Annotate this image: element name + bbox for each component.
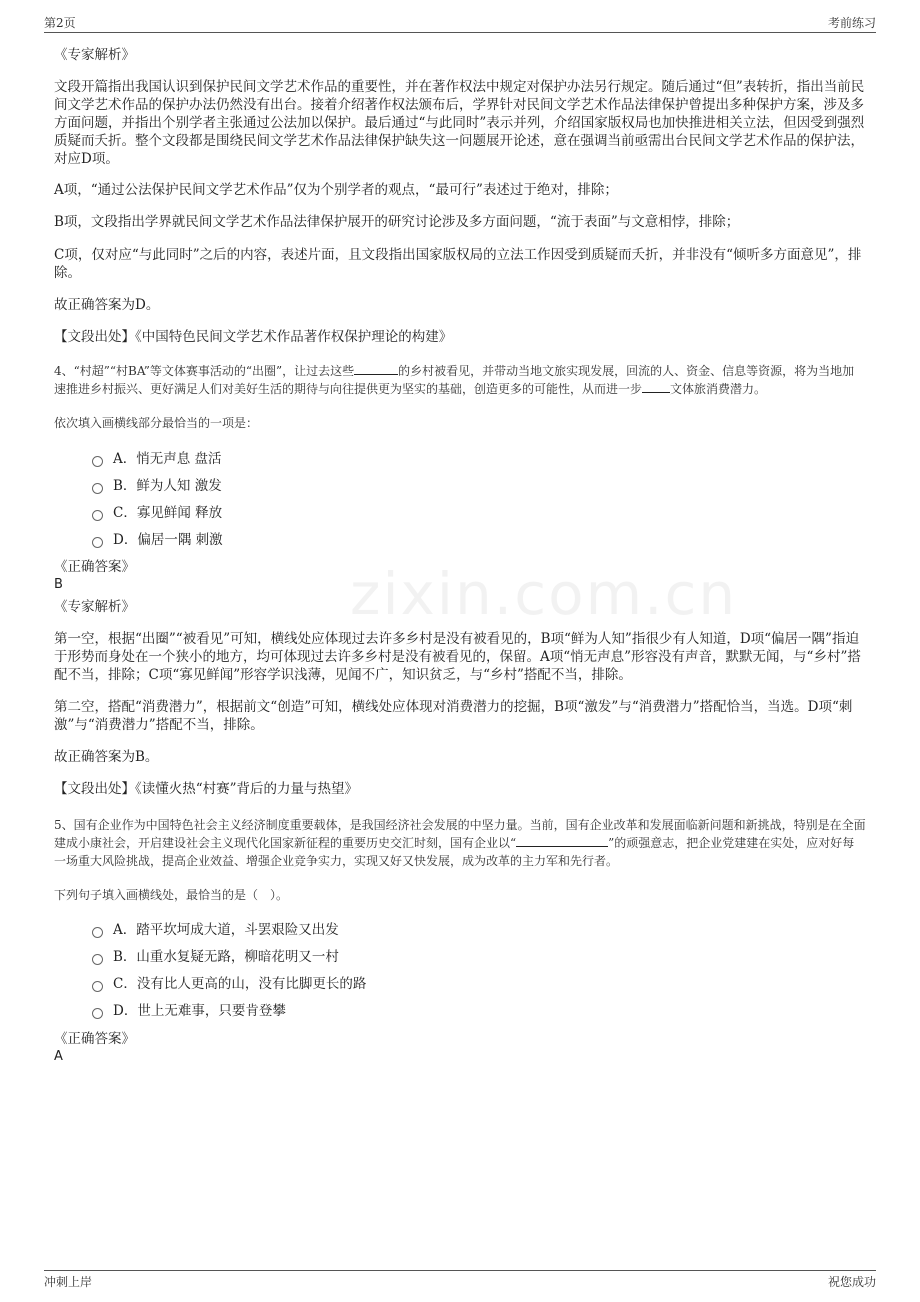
q4-option-a-label: A．悄无声息 盘活 (113, 451, 222, 467)
q4-stem-part3: 文体旅消费潜力。 (670, 382, 767, 396)
radio-icon[interactable] (92, 927, 103, 938)
q4-analysis-para2: 第二空，搭配“消费潜力”，根据前文“创造”可知，横线处应体现对消费潜力的挖掘，B项“激发”与“消费潜力”搭配恰当，当选。D项“刺激”与“消费潜力”搭配不当，排除。 (54, 699, 853, 733)
q4-option-d[interactable] (92, 531, 223, 549)
q5-answer: A (54, 1049, 63, 1064)
header-title: 考前练习 (827, 16, 876, 30)
radio-icon[interactable] (92, 456, 103, 467)
q5-option-b-label: B．山重水复疑无路，柳暗花明又一村 (113, 949, 339, 965)
q5-stem (54, 816, 866, 870)
q5-option-c[interactable] (92, 975, 366, 993)
q4-option-b-label: B．鲜为人知 激发 (113, 478, 222, 494)
footer-left: 冲刺上岸 (44, 1275, 93, 1289)
q5-option-a[interactable] (92, 921, 339, 939)
q5-option-d-label: D．世上无难事，只要肯登攀 (113, 1003, 286, 1019)
q5-option-d[interactable] (92, 1002, 286, 1020)
q4-answer-label: 《正确答案》 (54, 559, 135, 575)
q5-option-c-label: C．没有比人更高的山，没有比脚更长的路 (113, 976, 367, 992)
watermark: zixin.com.cn (350, 560, 738, 628)
q5-option-b[interactable] (92, 948, 339, 966)
q4-stem-part2: 的乡村被看见，并带动当地文旅实现发展，回流的人、资金、信息等资源，将为当地加速推进乡村振兴、更好满足人们对美好生活的期待与向往提供更为坚实的基础，创造更多的可能性，从而进一步 (54, 364, 855, 396)
q3-conclusion: 故正确答案为D。 (54, 297, 160, 313)
q4-option-a[interactable] (92, 450, 222, 468)
radio-icon[interactable] (92, 537, 103, 548)
q4-option-b[interactable] (92, 477, 222, 495)
radio-icon[interactable] (92, 981, 103, 992)
q4-analysis-label: 《专家解析》 (54, 599, 135, 615)
q4-stem (54, 362, 866, 398)
q4-blank-1 (354, 362, 398, 375)
page-footer (44, 1270, 876, 1291)
q5-stem-part1: 5、国有企业作为中国特色社会主义经济制度重要载体，是我国经济社会发展的中坚力量。当前，国有企业改革和发展面临新问题和新挑战，特别是在全面建成小康社会，开启建设社会主义现代化国家新征程的重要历史交汇时刻，国有企业以“ (54, 818, 866, 850)
q4-stem-part1: 4、“村超”“村BA”等文体赛事活动的“出圈”，让过去这些 (54, 364, 355, 378)
q4-analysis-para1: 第一空，根据“出圈”“被看见”可知，横线处应体现过去许多乡村是没有被看见的，B项“鲜为人知”指很少有人知道，D项“偏居一隅”指迫于形势而身处在一个狭小的地方，均可体现过去许多乡村是没有被看见的，保留。A项“悄无声息”形容没有声音，默默无闻，与“乡村”搭配不当，排除；C项“寡见鲜闻”形容学识浅薄，见闻不广，知识贫乏，与“乡村”搭配不当，排除。 (54, 631, 861, 683)
q4-blank-2 (642, 380, 670, 393)
radio-icon[interactable] (92, 510, 103, 521)
q4-source: 【文段出处】《读懂火热“村赛”背后的力量与热望》 (54, 781, 359, 797)
q4-option-c[interactable] (92, 504, 222, 522)
radio-icon[interactable] (92, 1008, 103, 1019)
q5-blank (516, 834, 608, 847)
q4-option-c-label: C．寡见鲜闻 释放 (113, 505, 223, 521)
q4-conclusion: 故正确答案为B。 (54, 749, 159, 765)
q3-source: 【文段出处】《中国特色民间文学艺术作品著作权保护理论的构建》 (54, 329, 453, 345)
page-header (44, 14, 876, 33)
q4-option-d-label: D．偏居一隅 刺激 (113, 532, 223, 548)
q4-answer: B (54, 577, 63, 592)
q4-prompt: 依次填入画横线部分最恰当的一项是： (54, 416, 259, 430)
q5-stem-part2: ”的顽强意志，把企业党建建在实处，应对好每一场重大风险挑战，提高企业效益、增强企业竞争实力，实现又好又快发展，成为改革的主力军和先行者。 (54, 836, 855, 868)
q5-answer-label: 《正确答案》 (54, 1031, 135, 1047)
radio-icon[interactable] (92, 954, 103, 965)
q3-option-c-analysis: C项，仅对应“与此同时”之后的内容，表述片面，且文段指出国家版权局的立法工作因受到质疑而夭折，并非没有“倾听多方面意见”，排除。 (54, 247, 862, 281)
page-number: 第2页 (44, 16, 76, 30)
q3-option-b-analysis: B项，文段指出学界就民间文学艺术作品法律保护展开的研究讨论涉及多方面问题，“流于表面”与文意相悖，排除； (54, 214, 740, 230)
footer-right: 祝您成功 (827, 1275, 876, 1289)
q3-analysis-label: 《专家解析》 (54, 47, 135, 63)
q3-analysis-para: 文段开篇指出我国认识到保护民间文学艺术作品的重要性，并在著作权法中规定对保护办法另行规定。随后通过“但”表转折，指出当前民间文学艺术作品的保护办法仍然没有出台。接着介绍著作权法颁布后，学界针对民间文学艺术作品法律保护曾提出多种保护方案，涉及多方面问题，并指出个别学者主张通过公法加以保护。最后通过“与此同时”表示并列，介绍国家版权局也加快推进相关立法，但因受到强烈质疑而夭折。整个文段都是围绕民间文学艺术作品法律保护缺失这一问题展开论述，意在强调当前亟需出台民间文学艺术作品的保护法，对应D项。 (54, 79, 865, 167)
radio-icon[interactable] (92, 483, 103, 494)
q5-prompt: 下列句子填入画横线处，最恰当的是（ ）。 (54, 888, 289, 902)
q3-option-a-analysis: A项，“通过公法保护民间文学艺术作品”仅为个别学者的观点，“最可行”表述过于绝对，排除； (54, 182, 618, 198)
q5-option-a-label: A．踏平坎坷成大道，斗罢艰险又出发 (113, 922, 339, 938)
